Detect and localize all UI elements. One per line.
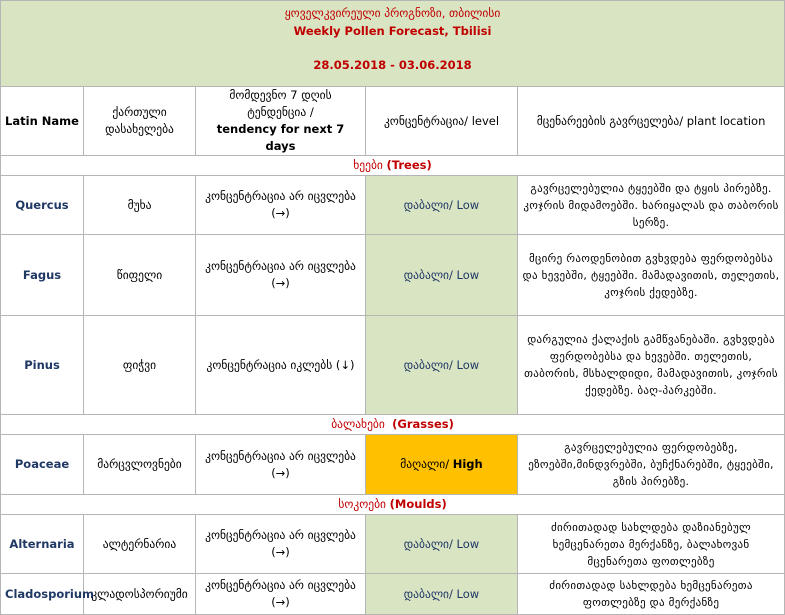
level-ka: მაღალი/	[400, 457, 453, 471]
section-grasses-ka: ბალახები	[331, 417, 385, 431]
plant-location: ძირითადად სახლდება დაზიანებულ ხემცენარეთა მერქანზე, ბალახოვან მცენარეთა ფოთლებზე	[518, 515, 785, 574]
title-english: Weekly Pollen Forecast, Tbilisi	[293, 24, 492, 38]
level-en: Low	[456, 267, 480, 282]
georgian-name: მუხა	[84, 176, 196, 235]
col-header-level-ka: კონცენტრაცია/	[383, 113, 472, 128]
georgian-name: მარცვლოვნები	[84, 435, 196, 495]
level-ka: დაბალი/	[403, 586, 457, 601]
level-en: High	[452, 457, 483, 471]
level-en: Low	[456, 536, 480, 551]
latin-name: Poaceae	[1, 435, 84, 495]
level-ka: დაბალი/	[403, 536, 457, 551]
forecast-header	[1, 1, 785, 87]
level-cell	[366, 515, 518, 574]
georgian-name: წიფელი	[84, 235, 196, 316]
section-trees	[1, 156, 785, 176]
col-header-tendency-en: tendency for next 7 days	[216, 122, 345, 153]
level-cell	[366, 176, 518, 235]
section-moulds-en: (Moulds)	[389, 497, 447, 511]
section-moulds-ka: სოკოები	[338, 497, 387, 511]
col-header-tendency-ka: მომდევნო 7 დღის ტენდენცია /	[229, 88, 332, 119]
level-en: Low	[456, 357, 480, 372]
level-ka: დაბალი/	[403, 267, 457, 282]
tendency: კონცენტრაცია იკლებს (↓)	[196, 316, 366, 415]
level-en: Low	[456, 197, 480, 212]
level-cell	[366, 316, 518, 415]
col-header-location-ka: მცენარეების გავრცელება/	[536, 113, 687, 128]
latin-name: Quercus	[1, 176, 84, 235]
date-range: 28.05.2018 - 03.06.2018	[313, 58, 472, 72]
tendency: კონცენტრაცია არ იცვლება (→)	[196, 176, 366, 235]
col-header-location	[518, 87, 785, 156]
table-row	[1, 574, 785, 615]
tendency: კონცენტრაცია არ იცვლება (→)	[196, 515, 366, 574]
plant-location: გავრცელებულია ფერდობებზე, ეზოებში,მინდვრებში, ბუჩქნარებში, ტყეებში, გზის პირებზე.	[518, 435, 785, 495]
section-grasses-en: (Grasses)	[392, 417, 454, 431]
table-row	[1, 235, 785, 316]
plant-location: ძირითადად სახლდება ხემცენარეთა ფოთლებზე და მერქანზე	[518, 574, 785, 615]
section-moulds	[1, 495, 785, 515]
title-georgian: ყოველკვირეული პროგნოზი, თბილისი	[284, 6, 501, 20]
level-cell	[366, 435, 518, 495]
level-ka: დაბალი/	[403, 357, 457, 372]
georgian-name: ალტერნარია	[84, 515, 196, 574]
georgian-name: ფიჭვი	[84, 316, 196, 415]
georgian-name: კლადოსპორიუმი	[84, 574, 196, 615]
latin-name: Fagus	[1, 235, 84, 316]
plant-location: მცირე რაოდენობით გვხვდება ფერდობებსა და ხევებში, ტყეებში. მამადავითის, თელეთის, კოჯრის ქედებზე.	[518, 235, 785, 316]
tendency: კონცენტრაცია არ იცვლება (→)	[196, 235, 366, 316]
latin-name: Alternaria	[1, 515, 84, 574]
col-header-tendency	[196, 87, 366, 156]
latin-name: Pinus	[1, 316, 84, 415]
col-header-level-en: level	[471, 113, 500, 128]
plant-location: დარგულია ქალაქის გამწვანებაში. გვხვდება ფერდობებსა და ხევებში. თელეთის, თაბორის, მსხალდიდი, მამადავითის, კოჯრის ქედებზე. ბაღ-პარკებში.	[518, 316, 785, 415]
table-row	[1, 176, 785, 235]
level-cell	[366, 574, 518, 615]
col-header-latin: Latin Name	[1, 87, 84, 156]
section-trees-ka: ხეები	[353, 158, 383, 172]
level-cell	[366, 235, 518, 316]
latin-name: Cladosporium	[1, 574, 84, 615]
table-row	[1, 515, 785, 574]
level-en: Low	[456, 586, 480, 601]
plant-location: გავრცელებულია ტყეებში და ტყის პირებზე. კოჯრის მიდამოებში. ხარიყალას და თაბორის სერზე.	[518, 176, 785, 235]
level-ka: დაბალი/	[403, 197, 457, 212]
tendency: კონცენტრაცია არ იცვლება (→)	[196, 435, 366, 495]
tendency: კონცენტრაცია არ იცვლება (→)	[196, 574, 366, 615]
col-header-georgian: ქართული დასახელება	[84, 87, 196, 156]
section-trees-en: (Trees)	[386, 158, 432, 172]
table-row	[1, 316, 785, 415]
table-row	[1, 435, 785, 495]
section-grasses	[1, 415, 785, 435]
col-header-location-en: plant location	[686, 113, 766, 128]
col-header-level	[366, 87, 518, 156]
